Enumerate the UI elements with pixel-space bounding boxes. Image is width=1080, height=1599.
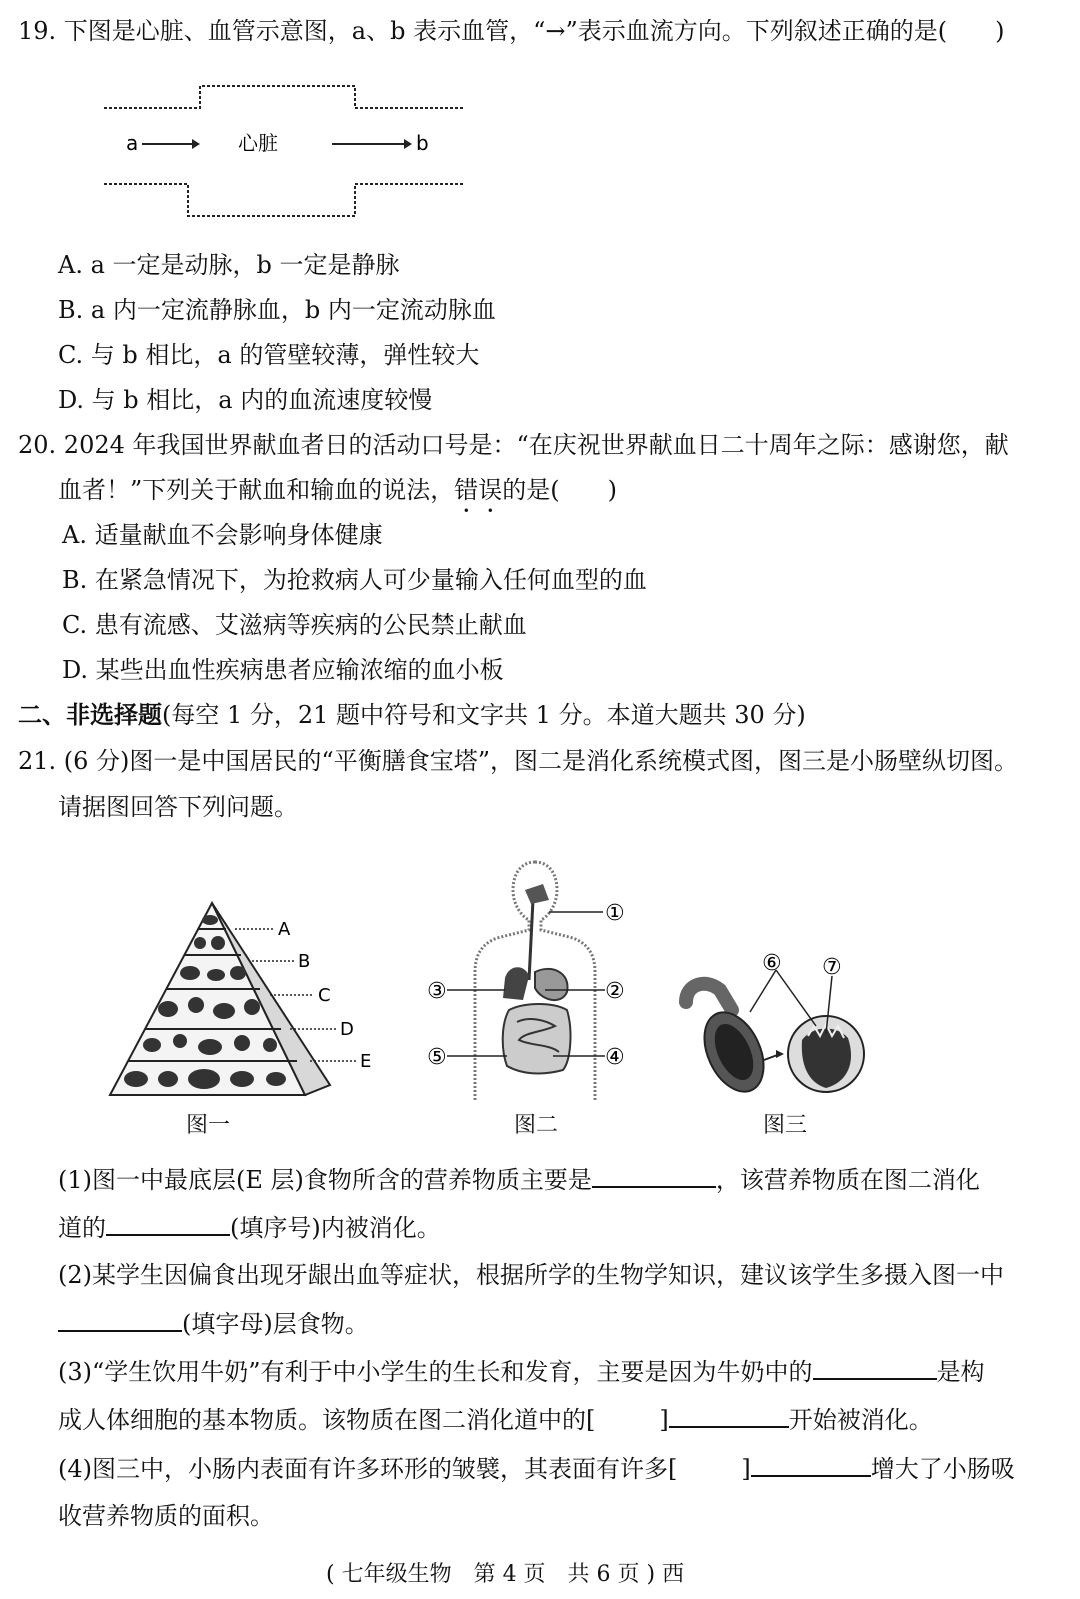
q20-stem-line1: 20. 2024 年我国世界献血者日的活动口号是：“在庆祝世界献血日二十周年之际：感谢您，献 bbox=[18, 431, 1009, 459]
vessel-b-label: b bbox=[416, 131, 429, 155]
q21-sub3-line2 bbox=[58, 1404, 933, 1435]
intestine-label-7: ⑦ bbox=[822, 955, 842, 980]
digestive-label-4: ④ bbox=[605, 1045, 625, 1070]
q19-option-c: C. 与 b 相比，a 的管壁较薄，弹性较大 bbox=[58, 341, 480, 369]
food-pyramid-figure bbox=[100, 895, 400, 1105]
section2-title: 二、非选择题 bbox=[18, 700, 162, 729]
q21-stem-line2: 请据图回答下列问题。 bbox=[58, 793, 298, 821]
q21-sub1-line1 bbox=[58, 1164, 980, 1195]
q19-option-b: B. a 内一定流静脉血，b 内一定流动脉血 bbox=[58, 296, 496, 324]
q20-option-d: D. 某些出血性疾病患者应输浓缩的血小板 bbox=[62, 656, 504, 684]
answer-blank-1[interactable] bbox=[592, 1164, 716, 1188]
q20-option-c: C. 患有流感、艾滋病等疾病的公民禁止献血 bbox=[62, 611, 527, 639]
digestive-system-figure bbox=[425, 860, 645, 1105]
q20-option-b: B. 在紧急情况下，为抢救病人可少量输入任何血型的血 bbox=[62, 566, 647, 594]
q21-sub2-text-b: (填字母)层食物。 bbox=[182, 1310, 369, 1338]
pyramid-label-a: A bbox=[278, 919, 291, 940]
section2-note: (每空 1 分，21 题中符号和文字共 1 分。本道大题共 30 分) bbox=[162, 701, 806, 729]
section2-heading bbox=[18, 700, 806, 730]
answer-blank-5[interactable] bbox=[669, 1404, 789, 1428]
q20-stem-line2-post: 的是( ) bbox=[502, 476, 618, 504]
answer-blank-6[interactable] bbox=[751, 1453, 871, 1477]
q20-stem-line2-pre: 血者！”下列关于献血和输血的说法， bbox=[58, 476, 455, 504]
q21-sub3-text-b: 是构 bbox=[936, 1358, 985, 1386]
q19-option-a: A. a 一定是动脉，b 一定是静脉 bbox=[58, 251, 400, 279]
q21-stem-line1: 21. (6 分)图一是中国居民的“平衡膳食宝塔”，图二是消化系统模式图，图三是小肠壁纵切图。 bbox=[18, 747, 1018, 775]
q21-sub1-text-c: 道的 bbox=[58, 1214, 106, 1242]
q21-sub3-text-a: (3)“学生饮用牛奶”有利于中小学生的生长和发育，主要是因为牛奶中的 bbox=[58, 1358, 813, 1386]
pyramid-label-d: D bbox=[340, 1019, 354, 1040]
q21-sub2-line1: (2)某学生因偏食出现牙龈出血等症状，根据所学的生物学知识，建议该学生多摄入图一中 bbox=[58, 1261, 1004, 1289]
q21-sub1-text-d: (填序号)内被消化。 bbox=[230, 1214, 441, 1242]
figure3-caption: 图三 bbox=[763, 1113, 808, 1138]
digestive-label-2: ② bbox=[605, 979, 625, 1004]
digestive-label-3: ③ bbox=[427, 979, 447, 1004]
q21-sub3-text-d: ] bbox=[659, 1406, 669, 1434]
q20-option-a: A. 适量献血不会影响身体健康 bbox=[62, 521, 383, 549]
q21-sub1-text-a: (1)图一中最底层(E 层)食物所含的营养物质主要是 bbox=[58, 1166, 592, 1194]
heart-label: 心脏 bbox=[238, 131, 278, 155]
q21-sub3-text-e: 开始被消化。 bbox=[788, 1406, 933, 1434]
answer-blank-2[interactable] bbox=[106, 1212, 230, 1236]
vessel-a-label: a bbox=[126, 131, 139, 155]
q21-sub4-line2: 收营养物质的面积。 bbox=[58, 1502, 274, 1530]
q21-sub2-line2 bbox=[58, 1308, 369, 1339]
digestive-label-1: ① bbox=[605, 901, 625, 926]
page-footer: ( 七年级生物 第 4 页 共 6 页 ) 西 bbox=[326, 1562, 685, 1587]
q20-stem-line2 bbox=[58, 475, 617, 518]
q21-sub4-line1 bbox=[58, 1453, 1015, 1484]
q19-option-d: D. 与 b 相比，a 内的血流速度较慢 bbox=[58, 386, 433, 414]
q21-sub4-text-c: 增大了小肠吸 bbox=[870, 1455, 1015, 1483]
q21-sub1-text-b: ，该营养物质在图二消化 bbox=[715, 1166, 980, 1194]
figure2-caption: 图二 bbox=[514, 1113, 559, 1138]
pyramid-label-e: E bbox=[360, 1051, 372, 1072]
answer-blank-3[interactable] bbox=[58, 1308, 182, 1332]
intestine-label-6: ⑥ bbox=[762, 951, 782, 976]
q21-sub3-line1 bbox=[58, 1356, 985, 1387]
q19-stem: 19. 下图是心脏、血管示意图，a、b 表示血管，“→”表示血流方向。下列叙述正确的是( ) bbox=[18, 17, 1005, 45]
q21-sub4-text-b: ] bbox=[741, 1455, 751, 1483]
figure1-caption: 图一 bbox=[186, 1113, 231, 1138]
q20-emphasis-word: 错误 bbox=[454, 476, 503, 504]
pyramid-label-c: C bbox=[318, 985, 331, 1006]
heart-vessel-diagram bbox=[100, 84, 470, 224]
small-intestine-figure bbox=[676, 950, 876, 1100]
q21-sub4-text-a: (4)图三中，小肠内表面有许多环形的皱襞，其表面有许多[ bbox=[58, 1455, 678, 1483]
pyramid-label-b: B bbox=[298, 951, 311, 972]
q21-sub1-line2 bbox=[58, 1212, 441, 1243]
q21-sub3-text-c: 成人体细胞的基本物质。该物质在图二消化道中的[ bbox=[58, 1406, 596, 1434]
digestive-label-5: ⑤ bbox=[427, 1045, 447, 1070]
answer-blank-4[interactable] bbox=[813, 1356, 937, 1380]
